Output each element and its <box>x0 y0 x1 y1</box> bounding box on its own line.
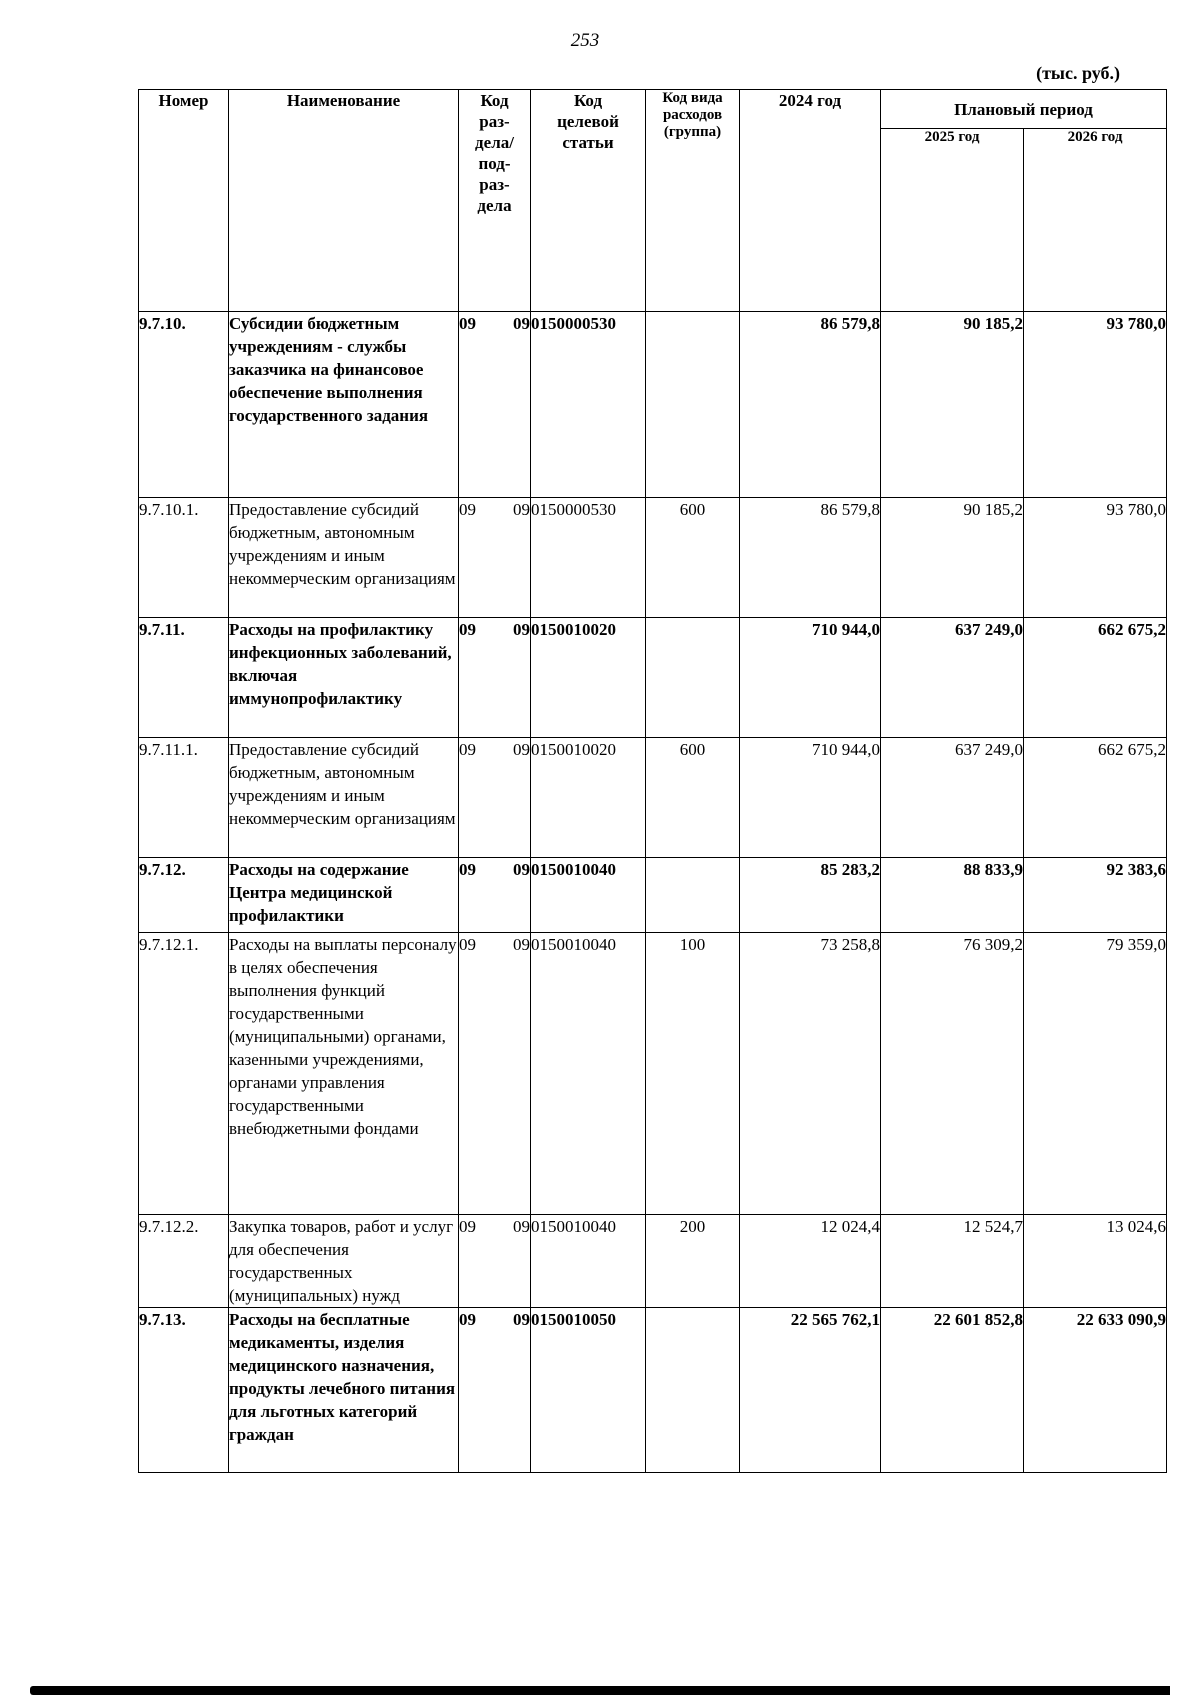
row-2025: 637 249,0 <box>881 618 1024 738</box>
row-2025: 637 249,0 <box>881 738 1024 858</box>
podrazdel-code: 09 <box>513 1310 530 1329</box>
row-2024: 710 944,0 <box>740 738 881 858</box>
row-celevaya: 0150010040 <box>531 858 646 933</box>
row-celevaya: 0150010050 <box>531 1308 646 1473</box>
row-2026: 22 633 090,9 <box>1024 1308 1167 1473</box>
razdel-code: 09 <box>459 935 476 954</box>
row-2024: 86 579,8 <box>740 498 881 618</box>
units-label: (тыс. руб.) <box>1036 63 1120 83</box>
table-row <box>139 312 1167 498</box>
row-name: Расходы на содержание Центра медицинской профилактики <box>229 858 459 933</box>
table-row <box>139 498 1167 618</box>
row-2026: 79 359,0 <box>1024 933 1167 1215</box>
row-2024: 22 565 762,1 <box>740 1308 881 1473</box>
row-razdel <box>459 498 531 618</box>
row-name: Расходы на бесплатные медикаменты, изделия медицинского назначения, продукты лечебного питания для льготных категорий граждан <box>229 1308 459 1473</box>
header-year-2024: 2024 год <box>740 90 881 312</box>
podrazdel-code: 09 <box>513 740 530 759</box>
row-2026: 662 675,2 <box>1024 738 1167 858</box>
row-2025: 90 185,2 <box>881 312 1024 498</box>
table-row <box>139 1215 1167 1308</box>
row-number: 9.7.13. <box>139 1308 229 1473</box>
row-vid <box>646 1308 740 1473</box>
podrazdel-code: 09 <box>513 935 530 954</box>
table-row <box>139 858 1167 933</box>
row-vid: 600 <box>646 738 740 858</box>
scan-edge-bar <box>30 1686 1170 1695</box>
row-2026: 13 024,6 <box>1024 1215 1167 1308</box>
row-2025: 76 309,2 <box>881 933 1024 1215</box>
row-2026: 92 383,6 <box>1024 858 1167 933</box>
row-2024: 12 024,4 <box>740 1215 881 1308</box>
row-vid <box>646 858 740 933</box>
row-2025: 88 833,9 <box>881 858 1024 933</box>
row-number: 9.7.12.2. <box>139 1215 229 1308</box>
row-2024: 85 283,2 <box>740 858 881 933</box>
razdel-code: 09 <box>459 500 476 519</box>
page-number: 253 <box>570 30 600 51</box>
row-number: 9.7.12.1. <box>139 933 229 1215</box>
row-2025: 22 601 852,8 <box>881 1308 1024 1473</box>
row-name: Субсидии бюджетным учреждениям - службы заказчика на финансовое обеспечение выполнения государственного задания <box>229 312 459 498</box>
row-2024: 86 579,8 <box>740 312 881 498</box>
razdel-code: 09 <box>459 314 476 333</box>
row-vid: 100 <box>646 933 740 1215</box>
row-2025: 90 185,2 <box>881 498 1024 618</box>
row-name: Расходы на профилактику инфекционных заболеваний, включая иммунопрофилактику <box>229 618 459 738</box>
row-razdel <box>459 618 531 738</box>
podrazdel-code: 09 <box>513 1217 530 1236</box>
row-celevaya: 0150010020 <box>531 618 646 738</box>
table-row <box>139 618 1167 738</box>
row-2026: 93 780,0 <box>1024 312 1167 498</box>
row-2026: 662 675,2 <box>1024 618 1167 738</box>
row-razdel <box>459 1215 531 1308</box>
razdel-code: 09 <box>459 860 476 879</box>
row-number: 9.7.11. <box>139 618 229 738</box>
header-planned-period: Плановый период <box>881 90 1167 129</box>
row-celevaya: 0150010040 <box>531 933 646 1215</box>
row-2024: 73 258,8 <box>740 933 881 1215</box>
row-razdel <box>459 933 531 1215</box>
row-2025: 12 524,7 <box>881 1215 1024 1308</box>
row-name: Предоставление субсидий бюджетным, автономным учреждениям и иным некоммерческим организациям <box>229 498 459 618</box>
podrazdel-code: 09 <box>513 860 530 879</box>
podrazdel-code: 09 <box>513 314 530 333</box>
row-vid <box>646 312 740 498</box>
row-celevaya: 0150010020 <box>531 738 646 858</box>
row-vid: 600 <box>646 498 740 618</box>
row-number: 9.7.10.1. <box>139 498 229 618</box>
row-2026: 93 780,0 <box>1024 498 1167 618</box>
row-celevaya: 0150000530 <box>531 312 646 498</box>
row-vid <box>646 618 740 738</box>
header-number: Номер <box>139 90 229 312</box>
razdel-code: 09 <box>459 620 476 639</box>
row-celevaya: 0150000530 <box>531 498 646 618</box>
header-vid: Код вида расходов (группа) <box>646 90 740 312</box>
row-number: 9.7.10. <box>139 312 229 498</box>
row-number: 9.7.11.1. <box>139 738 229 858</box>
row-number: 9.7.12. <box>139 858 229 933</box>
row-2024: 710 944,0 <box>740 618 881 738</box>
razdel-code: 09 <box>459 740 476 759</box>
row-razdel <box>459 312 531 498</box>
row-name: Предоставление субсидий бюджетным, автономным учреждениям и иным некоммерческим организациям <box>229 738 459 858</box>
row-vid: 200 <box>646 1215 740 1308</box>
budget-table <box>138 89 1167 1473</box>
row-name: Закупка товаров, работ и услуг для обеспечения государственных (муниципальных) нужд <box>229 1215 459 1308</box>
header-year-2026: 2026 год <box>1024 129 1167 312</box>
header-celevaya: Код целевой статьи <box>531 90 646 312</box>
table-row <box>139 738 1167 858</box>
row-celevaya: 0150010040 <box>531 1215 646 1308</box>
podrazdel-code: 09 <box>513 620 530 639</box>
podrazdel-code: 09 <box>513 500 530 519</box>
row-razdel <box>459 738 531 858</box>
row-razdel <box>459 858 531 933</box>
razdel-code: 09 <box>459 1217 476 1236</box>
header-razdel: Код раз- дела/ под- раз- дела <box>459 90 531 312</box>
table-row <box>139 1308 1167 1473</box>
row-razdel <box>459 1308 531 1473</box>
header-year-2025: 2025 год <box>881 129 1024 312</box>
header-name: Наименование <box>229 90 459 312</box>
razdel-code: 09 <box>459 1310 476 1329</box>
row-name: Расходы на выплаты персоналу в целях обеспечения выполнения функций государственными (муниципальными) органами, казенными учреждениями, органами управления государственными внебюджетными фондами <box>229 933 459 1215</box>
table-row <box>139 933 1167 1215</box>
